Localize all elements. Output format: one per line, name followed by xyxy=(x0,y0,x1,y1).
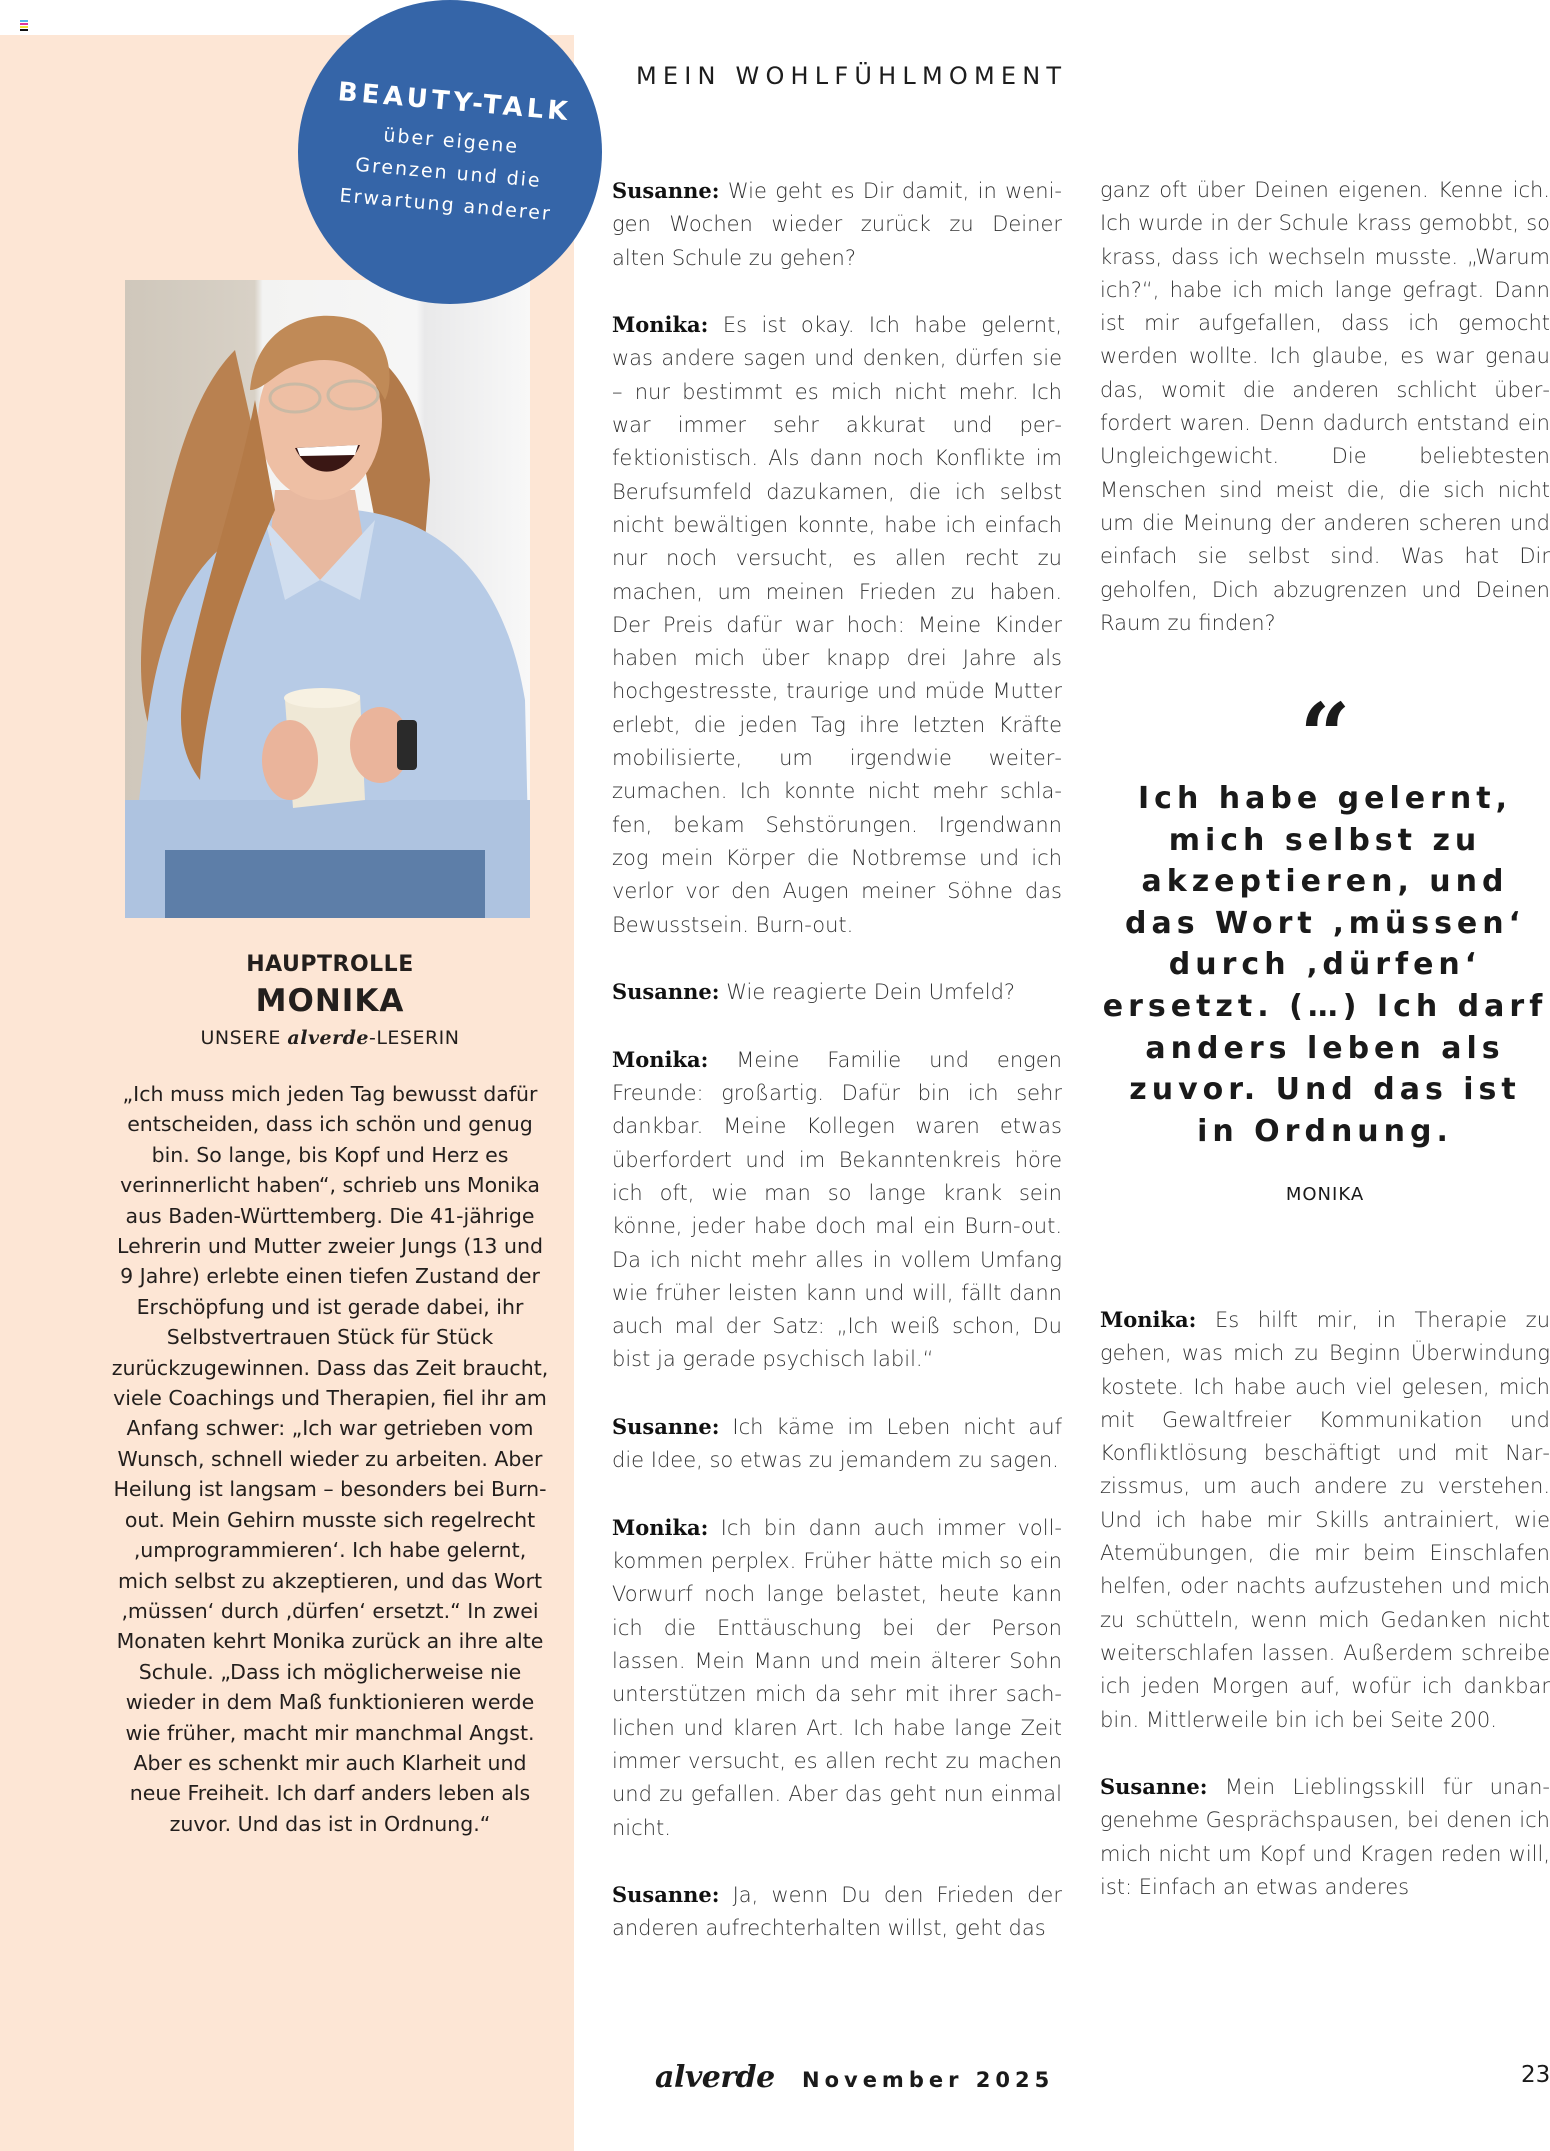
footer-issue-date: November 2025 xyxy=(802,2068,1055,2092)
page-number: 23 xyxy=(1521,2062,1550,2088)
speaker-label: Susanne: xyxy=(612,1413,720,1439)
speaker-label: Monika: xyxy=(1100,1307,1197,1332)
badge-subtitle xyxy=(327,115,569,231)
reader-suffix: -LESERIN xyxy=(368,1027,460,1049)
speaker-label: Monika: xyxy=(612,312,709,338)
interview-paragraph xyxy=(612,975,1062,1009)
interview-paragraph xyxy=(612,1878,1062,1946)
interview-paragraph xyxy=(612,174,1062,275)
portrait-photo xyxy=(125,280,530,918)
beauty-talk-badge xyxy=(298,0,602,304)
speaker-label: Susanne: xyxy=(1100,1774,1208,1800)
speaker-label: Susanne: xyxy=(612,979,720,1005)
section-kicker: MEIN WOHLFÜHLMOMENT xyxy=(636,62,1068,90)
profile-role: HAUPTROLLE xyxy=(246,952,414,977)
interview-paragraph: ganz oft über Deinen eigenen. Kenne ich. Ich wurde in der Schule krass gemobbt, so krass, dass ich wechseln musste. „Warum ich?“, habe ich mich lange gefragt. Dann ist mir aufgefallen, dass ich gemocht werden wollte. Ich glaube, es war genau das, womit die anderen schlicht überfordert waren. Denn dadurch entstand ein Ungleichgewicht. Die beliebtesten Menschen sind meist die, die sich nicht um die Meinung der anderen scheren und einfach sie selbst sind. Was hat Dir geholfen, Dich abzugrenzen und Deinen Raum zu finden? xyxy=(1100,178,1550,635)
paragraph-text: Wie reagierte Dein Umfeld? xyxy=(719,980,1016,1005)
pull-quote-text xyxy=(1100,778,1550,1152)
badge-subtitle-line: über eigene xyxy=(382,124,520,158)
profile-name: MONIKA xyxy=(255,983,405,1019)
pull-quote-line: Ich habe gelernt, xyxy=(1138,781,1512,816)
print-color-marker xyxy=(20,20,28,29)
reader-prefix: UNSERE xyxy=(200,1027,288,1049)
paragraph-text: Es ist okay. Ich habe gelernt, was andere sagen und denken, dürfen sie – nur bestimmt es mich nicht mehr. Ich war immer sehr akkurat und perfektionistisch. Als dann noch Konflikte im Berufsumfeld dazukamen, die ich selbst nicht bewältigen konnte, habe ich einfach nur noch versucht, es allen recht zu machen, um meinen Frieden zu haben. Der Preis dafür war hoch: Meine Kinder haben mich über knapp drei Jahre als hochgestresste, traurige und müde Mutter erlebt, die jeden Tag ihre letzten Kräfte mobilisierte, um irgendwie weiterzumachen. Ich konnte nicht mehr schlafen, bekam Sehstörungen. Irgendwann zog mein Körper die Notbremse und ich verlor vor den Augen meiner Söhne das Bewusstsein. Burn-out. xyxy=(612,313,1062,937)
interview-paragraph xyxy=(612,1043,1062,1377)
interview-paragraph xyxy=(1100,1770,1550,1904)
paragraph-text: Ja, wenn Du den Frieden der anderen aufrechterhalten willst, geht das xyxy=(612,1883,1062,1941)
interview-paragraph xyxy=(1100,1303,1550,1737)
paragraph-text: Es hilft mir, in Therapie zu gehen, was mich zu Beginn Überwindung kostete. Ich habe auch viel gelesen, mich mit Gewaltfreier Kommunikation und Konfliktlösung beschäftigt und mit Narzissmus, um auch andere zu verstehen. Und ich habe mir Skills antrainiert, wie Atemübungen, die mir beim Einschlafen helfen, oder nachts aufzustehen und mich zu schütteln, wenn mich Gedanken nicht weiterschlafen lassen. Außerdem schreibe ich jeden Morgen auf, wofür ich dankbar bin. Mittlerweile bin ich bei Seite 200. xyxy=(1100,1308,1550,1732)
paragraph-text: Ich käme im Leben nicht auf die Idee, so etwas zu jemandem zu sagen. xyxy=(612,1414,1062,1473)
pull-quote-line: in Ordnung. xyxy=(1197,1113,1453,1149)
pull-quote-line: durch ‚dürfen‘ xyxy=(1168,947,1482,983)
footer-brand-logo: alverde xyxy=(655,2060,775,2095)
pull-quote xyxy=(1100,683,1550,1206)
reader-brand: alverde xyxy=(287,1027,369,1049)
paragraph-text: Wie geht es Dir damit, in wenigen Wochen wieder zurück zu Deiner alten Schule zu gehen? xyxy=(612,179,1062,270)
badge-title: BEAUTY-TALK xyxy=(336,77,573,128)
quote-mark-icon: “ xyxy=(1299,683,1351,787)
pull-quote-line: das Wort ‚müssen‘ xyxy=(1124,905,1526,941)
interview-paragraph xyxy=(612,308,1062,942)
interview-column-right-bottom xyxy=(1100,1303,1550,1904)
interview-column-right-top xyxy=(1100,174,1550,640)
speaker-label: Susanne: xyxy=(612,1882,720,1908)
speaker-label: Monika: xyxy=(612,1046,709,1072)
paragraph-text: Mein Lieblingsskill für unangenehme Gesprächspausen, bei denen ich mich nicht um Kopf und Kragen reden will, ist: Einfach an etwas anderes xyxy=(1100,1775,1550,1900)
badge-subtitle-line: Grenzen und die xyxy=(354,153,543,193)
interview-paragraph xyxy=(612,1410,1062,1478)
profile-reader-label xyxy=(100,1027,560,1049)
pull-quote-author: MONIKA xyxy=(1285,1184,1365,1206)
paragraph-text: Meine Familie und engen Freunde: großartig. Dafür bin ich sehr dankbar. Meine Kollegen waren etwas überfordert und im Bekanntenkreis höre ich oft, wie man so lange krank sein könne, jeder habe doch mal ein Burn-out. Da ich nicht mehr alles in vollem Umfang wie früher leisten kann und will, fällt dann auch mal der Satz: „Ich weiß schon, Du bist ja gerade psychisch labil.“ xyxy=(612,1047,1062,1372)
badge-subtitle-line: Erwartung anderer xyxy=(338,184,553,226)
paragraph-text: Ich bin dann auch immer vollkommen perplex. Früher hätte mich so ein Vorwurf noch lange belastet, heute kann ich die Enttäuschung bei der Person lassen. Mein Mann und mein älterer Sohn unterstützen mich da sehr mit ihrer sachlichen und klaren Art. Ich habe lange Zeit immer versucht, es allen recht zu machen und zu gefallen. Aber das geht nun einmal nicht. xyxy=(612,1515,1062,1840)
portrait-illustration xyxy=(125,280,530,918)
interview-paragraph xyxy=(612,1511,1062,1845)
pull-quote-line: anders leben als xyxy=(1145,1030,1505,1066)
profile-intro: „Ich muss mich jeden Tag bewusst dafür entscheiden, dass ich schön und genug bin. So lange, bis Kopf und Herz es verinnerlicht haben“, schrieb uns Monika aus Baden-Württemberg. Die 41-jährige Lehrerin und Mutter zweier Jungs (13 und 9 Jahre) erlebte einen tiefen Zustand der Erschöpfung und ist gerade dabei, ihr Selbstvertrauen Stück für Stück zurückzugewinnen. Dass das Zeit braucht, viele Coachings und Therapien, fiel ihr am Anfang schwer: „Ich war getrieben vom Wunsch, schnell wieder zu arbeiten. Aber Heilung ist langsam – besonders bei Burn-out. Mein Gehirn musste sich regelrecht ‚umprogrammieren‘. Ich habe gelernt, mich selbst zu akzeptieren, und das Wort ‚müssen‘ durch ‚dürfen‘ ersetzt.“ In zwei Monaten kehrt Monika zurück an ihre alte Schule. „Dass ich möglicherweise nie wieder in dem Maß funktionieren werde wie früher, macht mir manchmal Angst. Aber es schenkt mir auch Klarheit und neue Freiheit. Ich darf anders leben als zuvor. Und das ist in Ordnung.“ xyxy=(111,1082,549,1836)
interview-column-middle xyxy=(612,174,1062,1946)
reader-profile xyxy=(100,940,560,1839)
pull-quote-line: mich selbst zu xyxy=(1168,822,1482,858)
speaker-label: Monika: xyxy=(612,1514,709,1540)
speaker-label: Susanne: xyxy=(612,178,720,203)
pull-quote-line: zuvor. Und das ist xyxy=(1129,1072,1521,1108)
pull-quote-line: ersetzt. (…) Ich darf xyxy=(1102,988,1548,1024)
pull-quote-line: akzeptieren, und xyxy=(1141,864,1509,900)
